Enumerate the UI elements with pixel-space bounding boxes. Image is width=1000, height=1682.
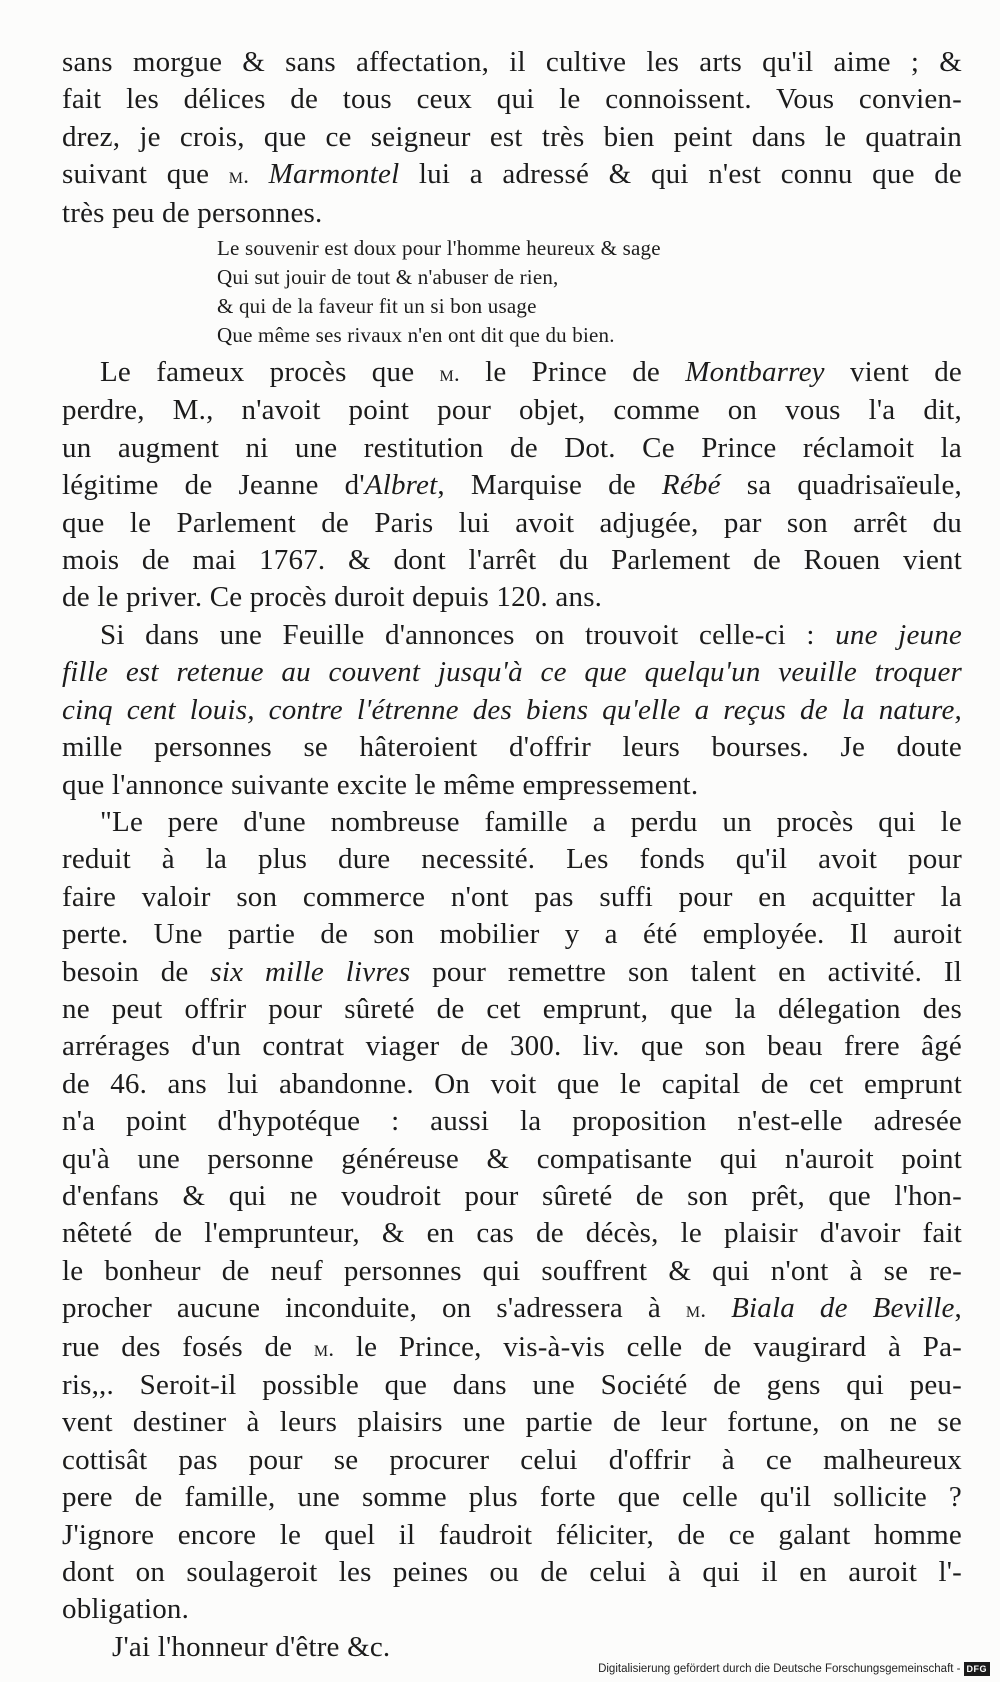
text-line: de le priver. Ce procès duroit depuis 120. ans. <box>62 581 603 614</box>
text-line: que l'annonce suivante excite le même empressement. <box>62 768 699 801</box>
person-name: Marmontel <box>268 158 400 191</box>
text-line: que le Parlement de Paris lui avoit adjugée, par son arrêt du <box>62 506 962 539</box>
text-line: J'ai l'honneur d'être &c. <box>112 1630 391 1663</box>
body-text <box>62 44 962 1666</box>
text-span: , <box>954 1292 962 1325</box>
poem-line: & qui de la faveur fit un si bon usage <box>217 294 537 319</box>
text-line: "Le pere d'une nombreuse famille a perdu un procès qui le <box>100 805 962 838</box>
footer-text: Digitalisierung gefördert durch die Deutsche Forschungsgemeinschaft - <box>598 1663 961 1675</box>
text-line <box>62 617 962 654</box>
abbrev-monsieur: m. <box>439 361 460 387</box>
text-span: pour remettre son talent en activité. Il <box>410 955 962 988</box>
text-span: légitime de Jeanne d' <box>62 469 365 502</box>
text-line <box>62 467 962 504</box>
text-line: très peu de personnes. <box>62 196 323 229</box>
paragraph-1 <box>62 44 962 232</box>
abbrev-monsieur: m. <box>685 1297 707 1323</box>
text-line: drez, je crois, que ce seigneur est très bien peint dans le quatrain <box>62 120 962 153</box>
text-span: Le fameux procès que <box>100 356 440 389</box>
text-line: cinq cent louis, contre l'étrenne des biens qu'elle a reçus de la nature, <box>62 693 962 726</box>
text-line: mois de mai 1767. & dont l'arrêt du Parlement de Rouen vient <box>62 544 962 577</box>
text-line: fille est retenue au couvent jusqu'à ce que quelqu'un veuille troquer <box>62 656 962 689</box>
poem-line: Que même ses rivaux n'en ont dit que du bien. <box>217 323 615 348</box>
text-line: sans morgue & sans affectation, il cultive les arts qu'il aime ; & <box>62 46 962 78</box>
italic-text: six mille livres <box>210 955 411 988</box>
text-line: faire valoir son commerce n'ont pas suffi pour en acquitter la <box>62 880 962 913</box>
text-line: un augment ni une restitution de Dot. Ce Prince réclamoit la <box>62 431 962 464</box>
paragraph-4 <box>62 804 962 1629</box>
text-span: le Prince de <box>459 356 686 389</box>
abbrev-monsieur: m. <box>228 163 250 189</box>
text-line: reduit à la plus dure necessité. Les fonds qu'il avoit pour <box>62 843 962 876</box>
text-line: vent destiner à leurs plaisirs une partie de leur fortune, on ne se <box>62 1406 962 1439</box>
dfg-logo-icon: DFG <box>964 1662 991 1676</box>
text-span: besoin de <box>62 955 211 988</box>
text-span: vient de <box>824 356 962 389</box>
text-line: de 46. ans lui abandonne. On voit que le capital de cet emprunt <box>62 1067 962 1100</box>
place-name: Rébé <box>661 469 721 502</box>
abbrev-monsieur: m. <box>313 1335 335 1361</box>
text-span: lui a adressé & qui n'est connu que de <box>399 158 962 191</box>
text-line: ne peut offrir pour sûreté de cet emprunt, que la délegation des <box>62 992 962 1025</box>
text-line: pere de famille, une somme plus forte que celle qu'il sollicite ? <box>62 1481 962 1514</box>
poem-line: Le souvenir est doux pour l'homme heureux & sage <box>217 236 661 261</box>
text-line: obligation. <box>62 1593 190 1626</box>
text-line <box>62 1329 962 1367</box>
person-name: Biala de Beville <box>731 1292 955 1325</box>
quatrain <box>217 234 962 350</box>
closing-line <box>62 1629 962 1666</box>
text-line: ris,,. Seroit-il possible que dans une Société de gens qui peu- <box>62 1369 962 1401</box>
text-line: qu'à une personne généreuse & compatisante qui n'auroit point <box>62 1142 962 1175</box>
text-line <box>62 1290 962 1328</box>
text-line: le bonheur de neuf personnes qui souffrent & qui n'ont à se re- <box>62 1254 962 1287</box>
text-line: J'ignore encore le quel il faudroit féliciter, de ce galant homme <box>62 1518 962 1551</box>
person-name: Montbarrey <box>685 356 825 389</box>
text-line: d'enfans & qui ne voudroit pour sûreté de son prêt, que l'hon- <box>62 1179 962 1212</box>
text-line: arrérages d'un contrat viager de 300. liv. que son beau frere âgé <box>62 1030 962 1063</box>
text-line <box>62 156 962 194</box>
text-line: dont on soulageroit les peines ou de celui à qui il en auroit l'- <box>62 1556 962 1589</box>
text-line: mille personnes se hâteroient d'offrir leurs bourses. Je doute <box>62 731 962 764</box>
text-span: Si dans une Feuille d'annonces on trouvoit celle-ci : <box>100 618 836 651</box>
person-name: Albret <box>364 469 438 502</box>
italic-text: une jeune <box>835 618 962 651</box>
text-line: n'a point d'hypotéque : aussi la proposition n'est-elle adresée <box>62 1105 962 1138</box>
text-span: sa quadrisaïeule, <box>720 469 962 502</box>
text-line <box>62 354 962 392</box>
digitization-footer <box>598 1662 990 1676</box>
paragraph-2 <box>62 354 962 617</box>
text-line <box>62 954 962 991</box>
text-line: nêteté de l'emprunteur, & en cas de décès, le plaisir d'avoir fait <box>62 1217 962 1250</box>
text-line: perdre, M., n'avoit point pour objet, comme on vous l'a dit, <box>62 394 962 427</box>
paragraph-3 <box>62 617 962 804</box>
poem-line: Qui sut jouir de tout & n'abuser de rien, <box>217 265 559 290</box>
text-line: perte. Une partie de son mobilier y a été employée. Il auroit <box>62 918 962 951</box>
text-span: procher aucune inconduite, on s'adressera à <box>62 1292 686 1325</box>
text-span: , Marquise de <box>437 469 662 502</box>
text-line: fait les délices de tous ceux qui le connoissent. Vous convien- <box>62 83 962 116</box>
text-line: cottisât pas pour se procurer celui d'offrir à ce malheureux <box>62 1443 962 1476</box>
text-span: le Prince, vis-à-vis celle de vaugirard à Pa- <box>334 1330 962 1363</box>
text-span: suivant que <box>62 158 229 191</box>
text-span: rue des fosés de <box>62 1330 314 1363</box>
